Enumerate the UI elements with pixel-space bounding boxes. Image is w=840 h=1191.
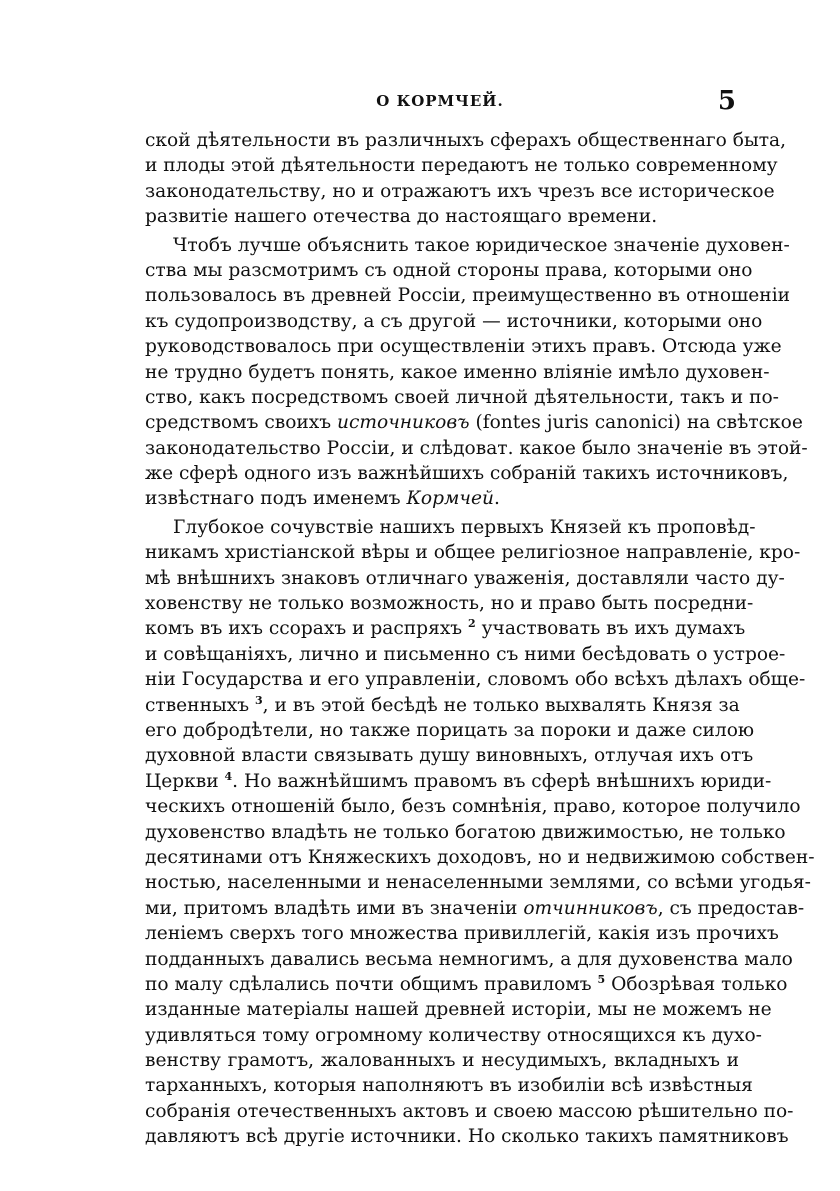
text-line	[145, 896, 805, 921]
text-line	[145, 642, 786, 667]
text-line	[145, 204, 739, 229]
text-line	[145, 540, 801, 565]
text-run: подданныхъ давались весьма немногимъ, а для духовенства мало	[145, 948, 793, 970]
text-run: законодательство Россіи, и слѣдоват. какое было значеніе въ этой-	[145, 437, 808, 459]
text-run: десятинами отъ Княжескихъ доходовъ, но и недвижимою собствен-	[145, 846, 815, 868]
text-line	[145, 769, 772, 794]
italic-term: источниковъ	[337, 412, 470, 434]
text-run: ми, притомъ владѣть ими въ значеніи	[145, 897, 524, 919]
page-header	[140, 88, 740, 120]
text-line	[145, 845, 815, 870]
paragraph	[145, 233, 808, 512]
text-line	[145, 486, 739, 511]
text-run: Чтобъ лучше объяснить такое юридическое значеніе духовен-	[173, 234, 790, 256]
text-line	[145, 947, 793, 972]
text-run: средствомъ своихъ	[145, 412, 338, 434]
text-run: духовенство владѣть не только богатою движимостью, не только	[145, 821, 786, 843]
text-line	[145, 921, 779, 946]
italic-term: отчинниковъ	[523, 897, 658, 919]
text-run: .	[493, 488, 500, 510]
text-line	[145, 436, 808, 461]
text-line	[145, 309, 763, 334]
text-run: никамъ христіанской вѣры и общее религіозное направленіе, кро-	[145, 542, 801, 564]
text-line	[145, 1073, 753, 1098]
text-line	[145, 743, 754, 768]
text-run: извѣстнаго подъ именемъ	[145, 488, 407, 510]
footnote-marker: 4	[224, 769, 233, 783]
text-run: его добродѣтели, но также порицать за пороки и даже силою	[145, 719, 755, 741]
text-run: развитіе нашего отечества до настоящаго времени.	[145, 206, 658, 228]
text-line	[145, 667, 806, 692]
paragraph	[145, 515, 815, 1150]
text-line	[145, 461, 789, 486]
text-line	[145, 972, 788, 997]
text-line	[145, 794, 801, 819]
text-run: ство, какъ посредствомъ своей личной дѣятельности, такъ и по-	[145, 386, 779, 408]
text-line	[145, 566, 785, 591]
text-line	[145, 718, 755, 743]
text-line	[145, 1023, 762, 1048]
text-run: духовной власти связывать душу виновныхъ, отлучая ихъ отъ	[145, 745, 754, 767]
text-run: Церкви	[145, 770, 225, 792]
text-line	[145, 179, 775, 204]
text-run: и плоды этой дѣятельности передаютъ не только современному	[145, 155, 778, 177]
text-run: (fontes juris canonici) на свѣтское	[469, 412, 803, 434]
page-number: 5	[717, 86, 736, 116]
text-run: , съ предостав-	[657, 897, 805, 919]
running-title: О КОРМЧЕЙ.	[376, 92, 504, 110]
text-line	[145, 1048, 739, 1073]
text-run: Обозрѣвая только	[605, 973, 788, 995]
text-run: ства мы разсмотримъ съ одной стороны права, которыми оно	[145, 259, 753, 281]
text-run: . Но важнѣйшимъ правомъ въ сферѣ внѣшнихъ юриди-	[232, 770, 772, 792]
text-run: давляютъ всѣ другіе источники. Но сколько такихъ памятниковъ	[145, 1126, 789, 1148]
text-line	[145, 997, 772, 1022]
text-line	[145, 1099, 794, 1124]
text-run: участвовать въ ихъ думахъ	[475, 618, 746, 640]
text-line	[145, 128, 787, 153]
text-run: законодательству, но и отражаютъ ихъ чрезъ все историческое	[145, 180, 775, 202]
text-line	[145, 153, 778, 178]
text-line	[145, 334, 782, 359]
text-line	[145, 410, 803, 435]
text-run: ской дѣятельности въ различныхъ сферахъ общественнаго быта,	[145, 130, 787, 151]
text-line	[145, 1124, 789, 1149]
text-run: изданные матеріалы нашей древней исторіи, мы не можемъ не	[145, 999, 772, 1021]
footnote-marker: 3	[254, 693, 263, 707]
text-run: по малу сдѣлались почти общимъ правиломъ	[145, 973, 598, 995]
text-line	[145, 870, 811, 895]
text-run: тарханныхъ, которыя наполняютъ въ изобиліи всѣ извѣстныя	[145, 1075, 753, 1097]
text-run: и совѣщаніяхъ, лично и письменно съ ними бесѣдовать о устрое-	[145, 643, 786, 665]
paragraph	[145, 128, 787, 230]
text-run: собранія отечественныхъ актовъ и своею массою рѣшительно по-	[145, 1100, 794, 1122]
text-line	[145, 820, 786, 845]
text-run: Глубокое сочувствіе нашихъ первыхъ Князей къ проповѣд-	[173, 516, 756, 538]
text-run: удивляться тому огромному количеству относящихся къ духо-	[145, 1024, 762, 1046]
text-line	[145, 258, 753, 283]
text-run: ніи Государства и его управленіи, словомъ обо всѣхъ дѣлахъ обще-	[145, 669, 806, 691]
text-run: руководствовалось при осуществленіи этихъ правъ. Отсюда уже	[145, 336, 782, 358]
text-line	[145, 385, 779, 410]
text-run: ностью, населенными и ненаселенными землями, со всѣми угодья-	[145, 872, 811, 894]
body-text	[145, 128, 815, 1153]
text-line	[145, 515, 756, 540]
text-line	[145, 616, 746, 641]
text-line	[145, 360, 770, 385]
text-run: мѣ внѣшнихъ знаковъ отличнаго уваженія, доставляли часто ду-	[145, 567, 785, 589]
text-line	[145, 591, 754, 616]
text-run: комъ въ ихъ ссорахъ и распряхъ	[145, 618, 469, 640]
text-run: ческихъ отношеній было, безъ сомнѣнія, право, которое получило	[145, 796, 801, 818]
text-run: венству грамотъ, жалованныхъ и несудимыхъ, вкладныхъ и	[145, 1050, 739, 1072]
text-run: же сферѣ одного изъ важнѣйшихъ собраній такихъ источниковъ,	[145, 463, 789, 485]
text-line	[145, 693, 739, 718]
text-run: не трудно будетъ понять, какое именно вліяніе имѣло духовен-	[145, 361, 770, 383]
italic-term: Кормчей	[406, 488, 494, 510]
footnote-marker: 2	[468, 617, 476, 631]
text-line	[145, 233, 790, 258]
text-run: пользовалось въ древней Россіи, преимущественно въ отношеніи	[145, 285, 791, 307]
text-run: , и въ этой бесѣдѣ не только выхвалять Князя за	[262, 694, 740, 716]
text-run: леніемъ сверхъ того множества привиллегій, какія изъ прочихъ	[145, 923, 779, 945]
text-run: ственныхъ	[145, 694, 255, 716]
text-line	[145, 283, 791, 308]
text-run: къ судопроизводству, а съ другой — источники, которыми оно	[145, 310, 763, 332]
footnote-marker: 5	[597, 972, 606, 986]
text-run: ховенству не только возможность, но и право быть посредни-	[145, 593, 754, 615]
